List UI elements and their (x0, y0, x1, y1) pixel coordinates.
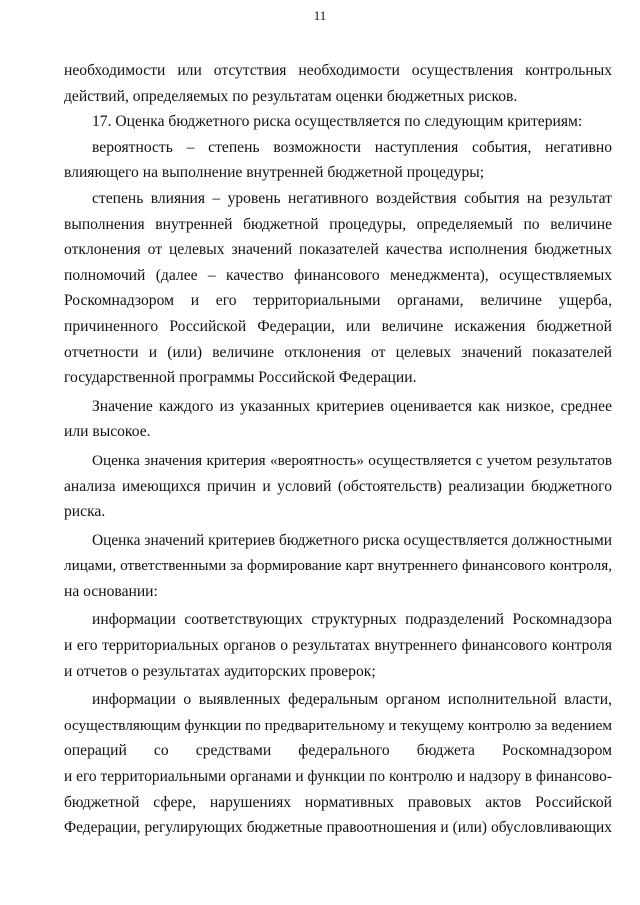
text-line-25: информации о выявленных федеральным органом исполнительной власти, (92, 691, 612, 709)
body-text (64, 58, 612, 841)
text-line-12: отчетности и (или) величине отклонения от целевых значений показателей (64, 343, 612, 361)
text-line-18: риска. (64, 503, 106, 521)
text-line-15: или высокое. (64, 423, 151, 441)
text-line-8: отклонения от целевых значений показателей качества исполнения бюджетных (64, 241, 612, 259)
text-line-5: влияющего на выполнение внутренней бюджетной процедуры; (64, 164, 485, 182)
text-line-23: и его территориальных органов о результатах внутреннего финансового контроля (64, 637, 612, 655)
text-line-9: полномочий (далее – качество финансового менеджмента), осуществляемых (64, 266, 612, 284)
text-line-20: лицами, ответственными за формирование карт внутреннего финансового контроля, (64, 557, 612, 575)
text-line-13: государственной программы Российской Федерации. (64, 369, 417, 387)
text-line-30: Федерации, регулирующих бюджетные правоотношения и (или) обусловливающих (64, 819, 612, 837)
text-line-24: и отчетов о результатах аудиторских проверок; (64, 662, 376, 680)
text-line-27: операций со средствами федерального бюджета Роскомнадзором (64, 742, 612, 760)
page-number: 11 (313, 8, 327, 23)
text-line-3: 17. Оценка бюджетного риска осуществляется по следующим критериям: (92, 113, 583, 131)
text-line-7: выполнения внутренней бюджетной процедуры, определяемый по величине (64, 215, 612, 233)
text-line-6: степень влияния – уровень негативного воздействия события на результат (92, 189, 612, 207)
text-line-4: вероятность – степень возможности наступления события, негативно (92, 138, 612, 156)
text-line-17: анализа имеющихся причин и условий (обстоятельств) реализации бюджетного (64, 477, 612, 495)
text-line-10: Роскомнадзором и его территориальными органами, величине ущерба, (64, 292, 612, 310)
text-line-26: осуществляющим функции по предварительному и текущему контролю за ведением (64, 716, 612, 734)
text-line-16: Оценка значения критерия «вероятность» осуществляется с учетом результатов (92, 451, 612, 469)
text-line-1: необходимости или отсутствия необходимости осуществления контрольных (64, 62, 612, 79)
text-line-29: бюджетной сфере, нарушениях нормативных правовых актов Российской (64, 793, 612, 811)
text-line-11: причиненного Российской Федерации, или величине искажения бюджетной (64, 317, 612, 335)
text-line-2: действий, определяемых по результатам оценки бюджетных рисков. (64, 87, 518, 105)
text-line-22: информации соответствующих структурных подразделений Роскомнадзора (92, 611, 612, 629)
text-line-21: на основании: (64, 582, 158, 600)
text-line-14: Значение каждого из указанных критериев оценивается как низкое, среднее (92, 397, 612, 415)
text-line-19: Оценка значений критериев бюджетного риска осуществляется должностными (92, 531, 612, 549)
text-line-28: и его территориальными органами и функции по контролю и надзору в финансово- (64, 768, 612, 786)
